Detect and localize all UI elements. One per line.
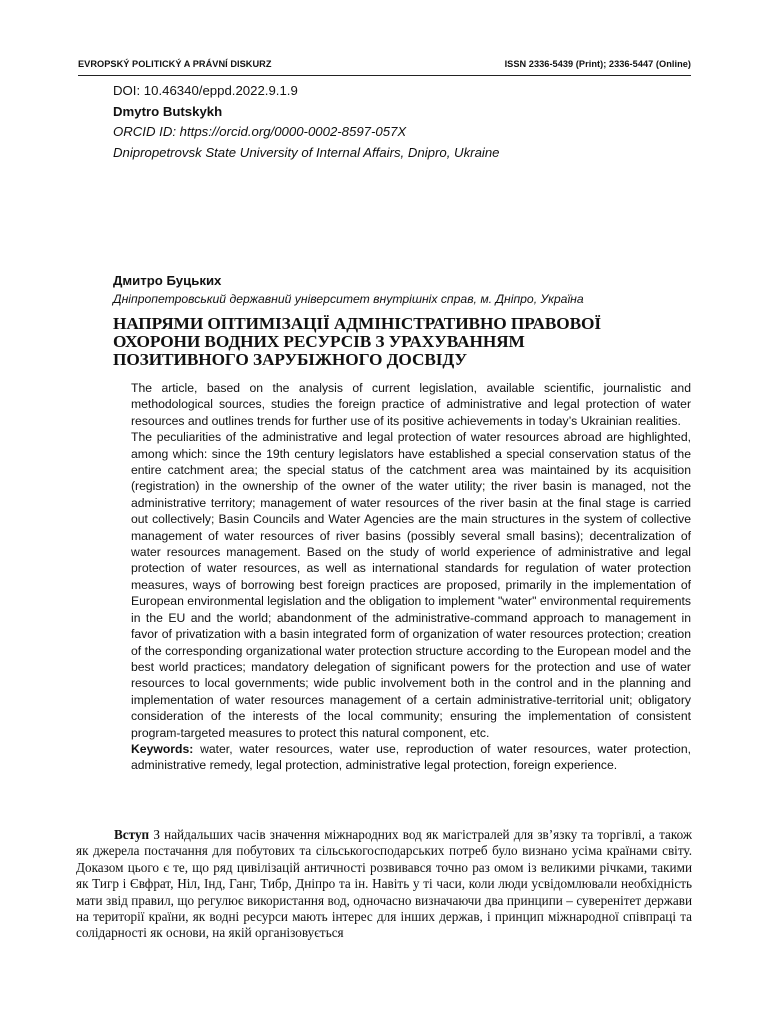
header-rule — [78, 75, 691, 76]
journal-name: EVROPSKÝ POLITICKÝ A PRÁVNÍ DISKURZ — [78, 59, 272, 69]
keywords — [131, 741, 691, 774]
abstract-paragraph: The article, based on the analysis of current legislation, available scientific, journalistic and methodological sources, studies the foreign practice of administrative and legal protection of water resources and outlines trends for further use of its positive achievements in today’s Ukrainian realities. — [131, 381, 691, 428]
article-title — [113, 315, 673, 369]
running-header — [78, 59, 691, 69]
affiliation-en: Dnipropetrovsk State University of Internal Affairs, Dnipro, Ukraine — [113, 144, 500, 160]
author-name-ua: Дмитро Буцьких — [113, 273, 222, 288]
title-line: ОХОРОНИ ВОДНИХ РЕСУРСІВ З УРАХУВАННЯМ — [113, 332, 525, 351]
keywords-label: Keywords: — [131, 741, 194, 756]
intro-text: З найдальших часів значення міжнародних вод як магістралей для зв’язку та торгівлі, а також як джерела постачання для побутових та сільськогосподарських потреб було визнано усіма країнами світу. Доказом цього є те, що ряд цивілізацій античності розвивався точно раз омом із великими річками, такими як Тигр і Євфрат, Ніл, Інд, Ганг, Тибр, Дніпро та ін. Навіть у ті часи, коли люди усвідомлювали необхідність мати звід правил, що регулює використання вод, одночасно визначаючи два принципи – суверенітет держави на території країни, як водні ресурси мають інтерес для інших держав, і принцип міжнародної співпраці та солідарності як основи, на якій організовується — [76, 827, 692, 941]
intro-label: Вступ — [114, 827, 150, 842]
introduction — [76, 827, 692, 942]
author-block-en — [113, 81, 500, 163]
keywords-text: water, water resources, water use, reproduction of water resources, water protection, administrative remedy, legal protection, administrative legal protection, foreign experience. — [131, 741, 691, 773]
abstract-paragraph: The peculiarities of the administrative and legal protection of water resources abroad are highlighted, among which: since the 19th century legislators have established a special conservation status of the entire catchment area; the special status of the catchment area was maintained by its acquisition (registration) in the ownership of the owner of the water utility; the river basin is managed, not the administrative territory; management of water resources of the river basin at the final stage is carried out collectively; Basin Councils and Water Agencies are the main structures in the system of collective management of water resources of river basins (possibly several small basins); decentralization of water resources management. Based on the study of world experience of administrative and legal protection of water resources, as well as international standards for regulation of water protection measures, ways of borrowing best foreign practices are proposed, primarily in the implementation of European environmental legislation and the obligation to implement "water" environmental requirements in the EU and the world; abandonment of the administrative-command approach to management in favor of privatization with a basin integrated form of organization of water resources protection; creation of the corresponding organizational water protection structure according to the European model and the best world practices; mandatory delegation of significant powers for the protection and use of water resources to local governments; wide public involvement both in the control and in the planning and implementation of water resources management of a certain administrative-territorial unit; obligatory consideration of the interests of the local community; ensuring the implementation of consistent program-targeted measures to protect this natural component, etc. — [131, 430, 691, 740]
issn: ISSN 2336-5439 (Print); 2336-5447 (Online) — [504, 59, 691, 69]
author-name-en: Dmytro Butskykh — [113, 103, 223, 119]
abstract — [131, 380, 691, 774]
doi[interactable]: DOI: 10.46340/eppd.2022.9.1.9 — [113, 83, 298, 98]
orcid[interactable]: ORCID ID: https://orcid.org/0000-0002-8597-057X — [113, 124, 407, 139]
title-line: ПОЗИТИВНОГО ЗАРУБІЖНОГО ДОСВІДУ — [113, 350, 467, 369]
title-line: НАПРЯМИ ОПТИМІЗАЦІЇ АДМІНІСТРАТИВНО ПРАВОВОЇ — [113, 314, 601, 333]
affiliation-ua: Дніпропетровський державний університет внутрішніх справ, м. Дніпро, Україна — [113, 292, 584, 306]
